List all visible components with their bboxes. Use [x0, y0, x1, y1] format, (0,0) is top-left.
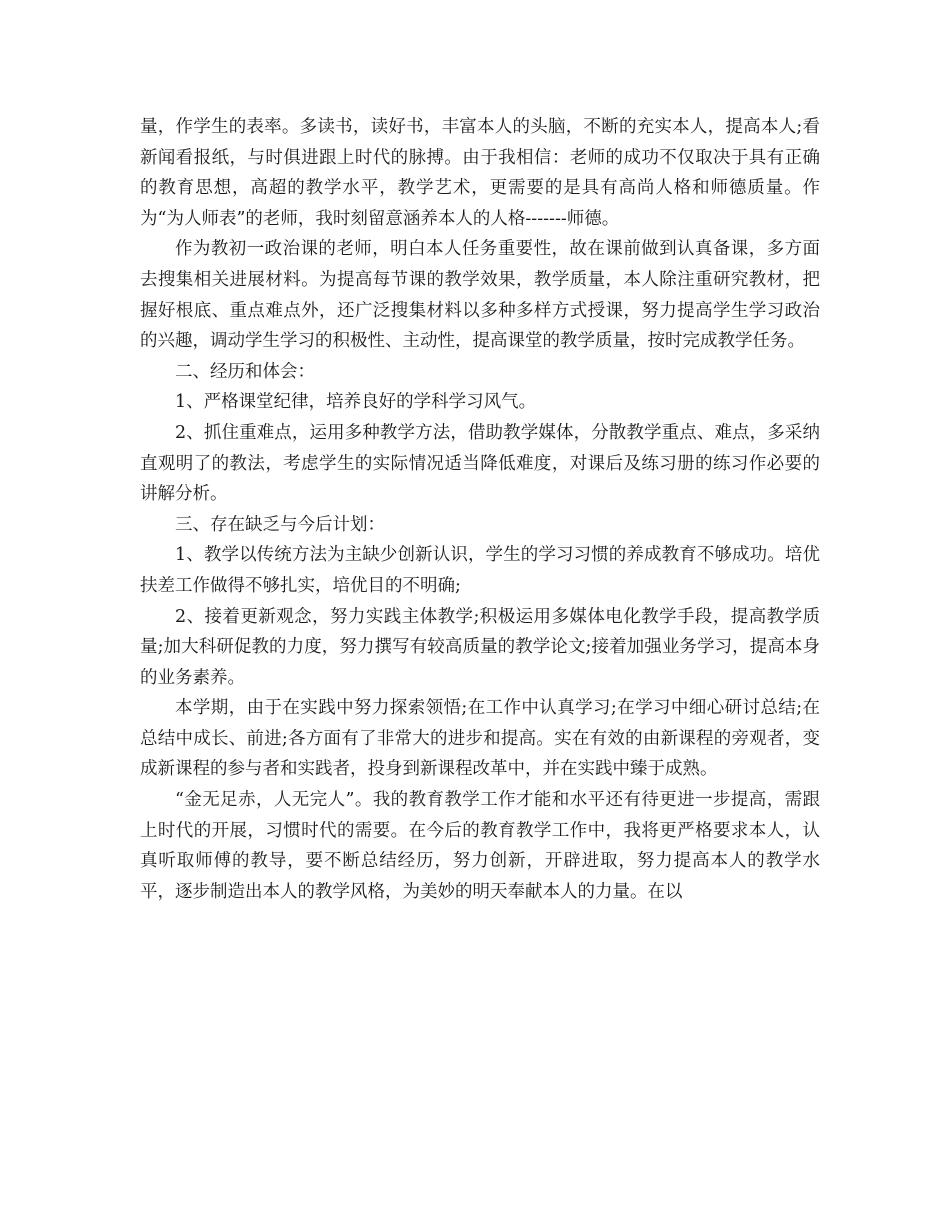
section-heading-experience: 二、经历和体会： [175, 361, 315, 382]
paragraph-1: 量，作学生的表率。多读书，读好书，丰富本人的头脑，不断的充实本人，提高本人;看新闻看报纸，与时俱进跟上时代的脉搏。由于我相信：老师的成功不仅取决于具有正确的教育思想，高超的教学水平，教学艺术，更需要的是具有高尚人格和师德质量。作为“为人师表”的老师，我时刻留意涵养本人的人格-------师德。 [140, 117, 820, 229]
paragraph-experience-1: 1、严格课堂纪律，培养良好的学科学习风气。 [175, 392, 537, 413]
paragraph-shortcomings-1: 1、教学以传统方法为主缺少创新认识，学生的学习习惯的养成教育不够成功。培优扶差工作做得不够扎实，培优目的不明确; [140, 545, 820, 596]
paragraph-2: 作为教初一政治课的老师，明白本人任务重要性，故在课前做到认真备课，多方面去搜集相关进展材料。为提高每节课的教学效果，教学质量，本人除注重研究教材，把握好根底、重点难点外，还广泛搜集材料以多种多样方式授课，努力提高学生学习政治的兴趣，调动学生学习的积极性、主动性，提高课堂的教学质量，按时完成教学任务。 [140, 239, 820, 352]
paragraph-summary: 本学期，由于在实践中努力探索领悟;在工作中认真学习;在学习中细心研讨总结;在总结中成长、前进;各方面有了非常大的进步和提高。实在有效的由新课程的旁观者，变成新课程的参与者和实践者，投身到新课程改革中，并在实践中臻于成熟。 [140, 698, 820, 780]
section-heading-shortcomings: 三、存在缺乏与今后计划： [175, 514, 385, 535]
paragraph-experience-2: 2、抓住重难点，运用多种教学方法，借助教学媒体，分散教学重点、难点，多采纳直观明了的教法，考虑学生的实际情况适当降低难度，对课后及练习册的练习作必要的讲解分析。 [140, 422, 820, 505]
paragraph-closing: “金无足赤，人无完人”。我的教育教学工作才能和水平还有待更进一步提高，需跟上时代的开展，习惯时代的需要。在今后的教育教学工作中，我将更严格要求本人，认真听取师傅的教导，要不断总结经历，努力创新，开辟进取，努力提高本人的教学水平，逐步制造出本人的教学风格，为美妙的明天奉献本人的力量。在以 [140, 790, 820, 902]
paragraph-shortcomings-2: 2、接着更新观念，努力实践主体教学;积极运用多媒体电化教学手段，提高教学质量;加大科研促教的力度，努力撰写有较高质量的教学论文;接着加强业务学习，提高本身的业务素养。 [140, 606, 820, 688]
document-body [140, 112, 820, 907]
